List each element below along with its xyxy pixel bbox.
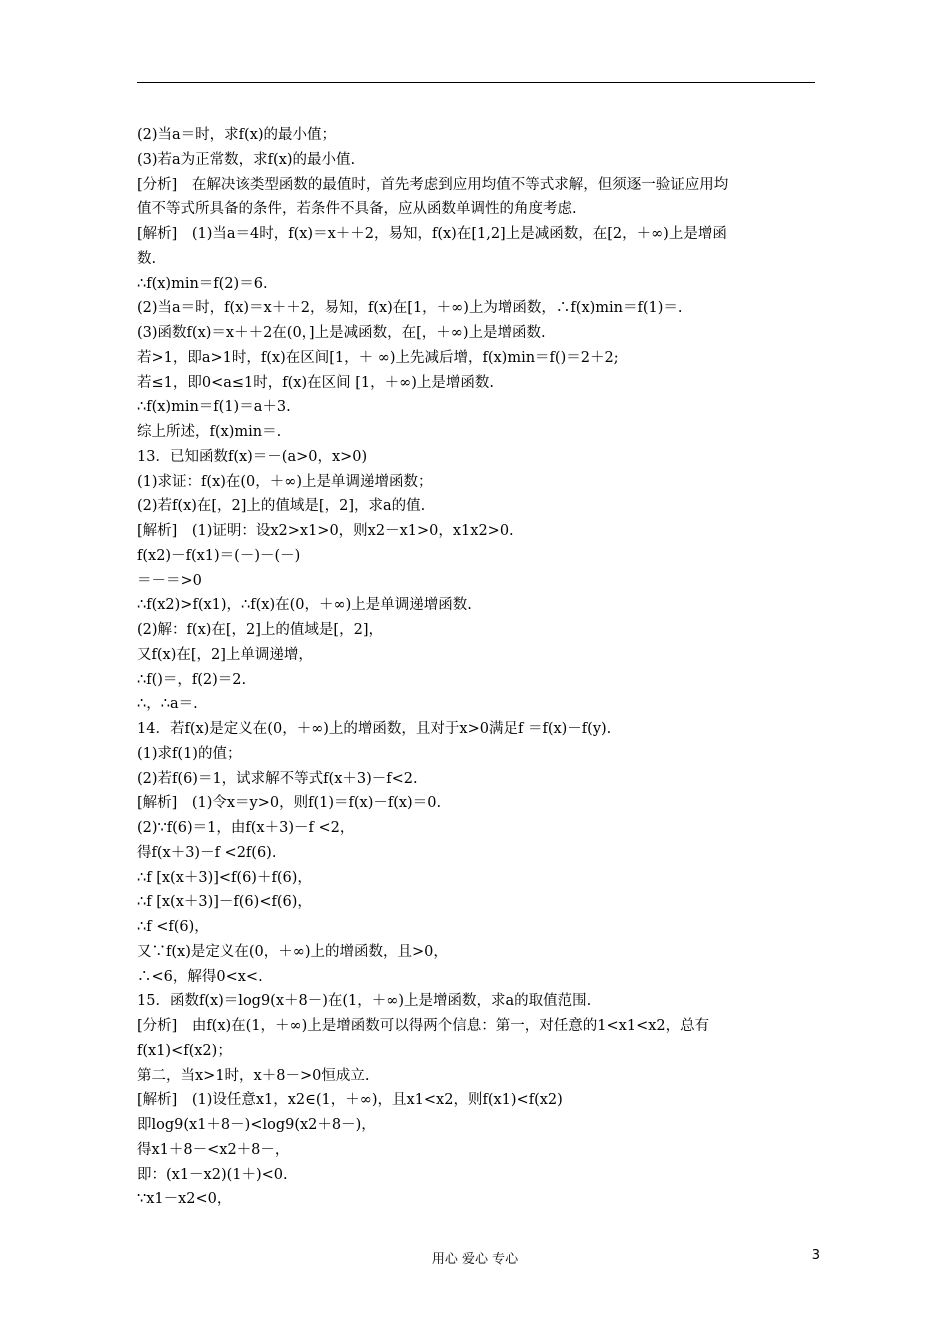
text-line: (2)解：f(x)在[，2]上的值域是[，2]，: [137, 622, 383, 638]
text-line: ∴f(x)min＝f(1)＝a＋3.: [137, 399, 291, 416]
text-line: 综上所述，f(x)min＝.: [137, 424, 282, 440]
text-line: 数.: [137, 250, 157, 267]
text-line: (3)若a为正常数，求f(x)的最小值.: [137, 151, 356, 168]
text-line: [分析] 由f(x)在(1，＋∞)上是增函数可以得两个信息：第一，对任意的1<x1<x2，总有: [137, 1018, 710, 1034]
text-line: 若>1，即a>1时，f(x)在区间[1，＋ ∞)上先减后增，f(x)min＝f()＝2＋2;: [137, 349, 619, 366]
text-line: ∵x1－x2<0，: [137, 1191, 232, 1208]
text-line: 得x1＋8－<x2＋8－，: [137, 1141, 290, 1158]
text-line: 即：(x1－x2)(1＋)<0.: [137, 1166, 288, 1183]
text-line: [解析] (1)当a＝4时，f(x)＝x＋＋2，易知，f(x)在[1,2]上是减函数，在[2，＋∞)上是增函: [137, 226, 727, 242]
text-line: 值不等式所具备的条件，若条件不具备，应从函数单调性的角度考虑.: [137, 201, 577, 218]
text-line: (1)求证：f(x)在(0，＋∞)上是单调递增函数；: [137, 473, 433, 490]
text-line: ∴f <f(6)，: [137, 919, 209, 935]
text-line: (1)求f(1)的值；: [137, 745, 242, 762]
text-line: ∴f [x(x＋3)]<f(6)＋f(6)，: [137, 869, 312, 886]
text-line: 15．函数f(x)＝log9(x＋8－)在(1，＋∞)上是增函数，求a的取值范围.: [137, 993, 592, 1010]
text-line: 得f(x＋3)－f <2f(6).: [137, 844, 277, 861]
text-line: (3)函数f(x)＝x＋＋2在(0，]上是减函数，在[，＋∞)上是增函数.: [137, 325, 546, 341]
document-body: [137, 123, 817, 1212]
text-line: ＝－＝>0: [137, 572, 202, 589]
text-line: [解析] (1)证明：设x2>x1>0，则x2－x1>0，x1x2>0.: [137, 523, 514, 539]
text-line: 又f(x)在[，2]上单调递增，: [137, 646, 313, 663]
text-line: ∴f()＝，f(2)＝2.: [137, 671, 247, 688]
text-line: f(x2)－f(x1)＝(－)－(－): [137, 547, 301, 564]
text-line: 又∵f(x)是定义在(0，＋∞)上的增函数，且>0，: [137, 943, 448, 960]
text-line: (2)当a＝时，求f(x)的最小值；: [137, 127, 337, 143]
text-line: (2)∵f(6)＝1，由f(x＋3)－f <2，: [137, 820, 355, 836]
text-line: ∴f(x2)>f(x1)，∴f(x)在(0，＋∞)上是单调递增函数.: [137, 597, 472, 614]
text-line: ∴<6，解得0<x<.: [137, 968, 263, 985]
text-line: (2)若f(6)＝1，试求解不等式f(x＋3)－f<2.: [137, 770, 418, 787]
text-line: 若≤1，即0<a≤1时，f(x)在区间 [1，＋∞)上是增函数.: [137, 374, 494, 391]
text-line: ∴f [x(x＋3)]－f(6)<f(6)，: [137, 894, 312, 911]
footer-text: 用心 爱心 专心: [431, 1252, 519, 1267]
text-line: (2)若f(x)在[，2]上的值域是[，2]，求a的值.: [137, 498, 426, 515]
text-line: [分析] 在解决该类型函数的最值时，首先考虑到应用均值不等式求解，但须逐一验证应用均: [137, 176, 729, 193]
text-line: 14．若f(x)是定义在(0，＋∞)上的增函数，且对于x>0满足f ＝f(x)－f(y).: [137, 721, 612, 737]
text-line: 第二，当x>1时，x＋8－>0恒成立.: [137, 1067, 370, 1084]
text-line: f(x1)<f(x2)；: [137, 1042, 232, 1059]
text-line: 即log9(x1＋8－)<log9(x2＋8－)，: [137, 1117, 376, 1133]
text-line: ∴，∴a＝.: [137, 696, 198, 713]
page-number: 3: [811, 1248, 820, 1263]
text-line: ∴f(x)min＝f(2)＝6.: [137, 275, 268, 292]
text-line: [解析] (1)令x＝y>0，则f(1)＝f(x)－f(x)＝0.: [137, 795, 442, 812]
text-line: (2)当a＝时，f(x)＝x＋＋2，易知，f(x)在[1，＋∞)上为增函数，∴f(x)min＝f(1)＝.: [137, 300, 683, 317]
text-line: [解析] (1)设任意x1，x2∈(1，＋∞)，且x1<x2，则f(x1)<f(x2): [137, 1092, 563, 1109]
text-line: 13．已知函数f(x)＝－(a>0，x>0): [137, 448, 368, 465]
header-rule: [137, 82, 815, 83]
